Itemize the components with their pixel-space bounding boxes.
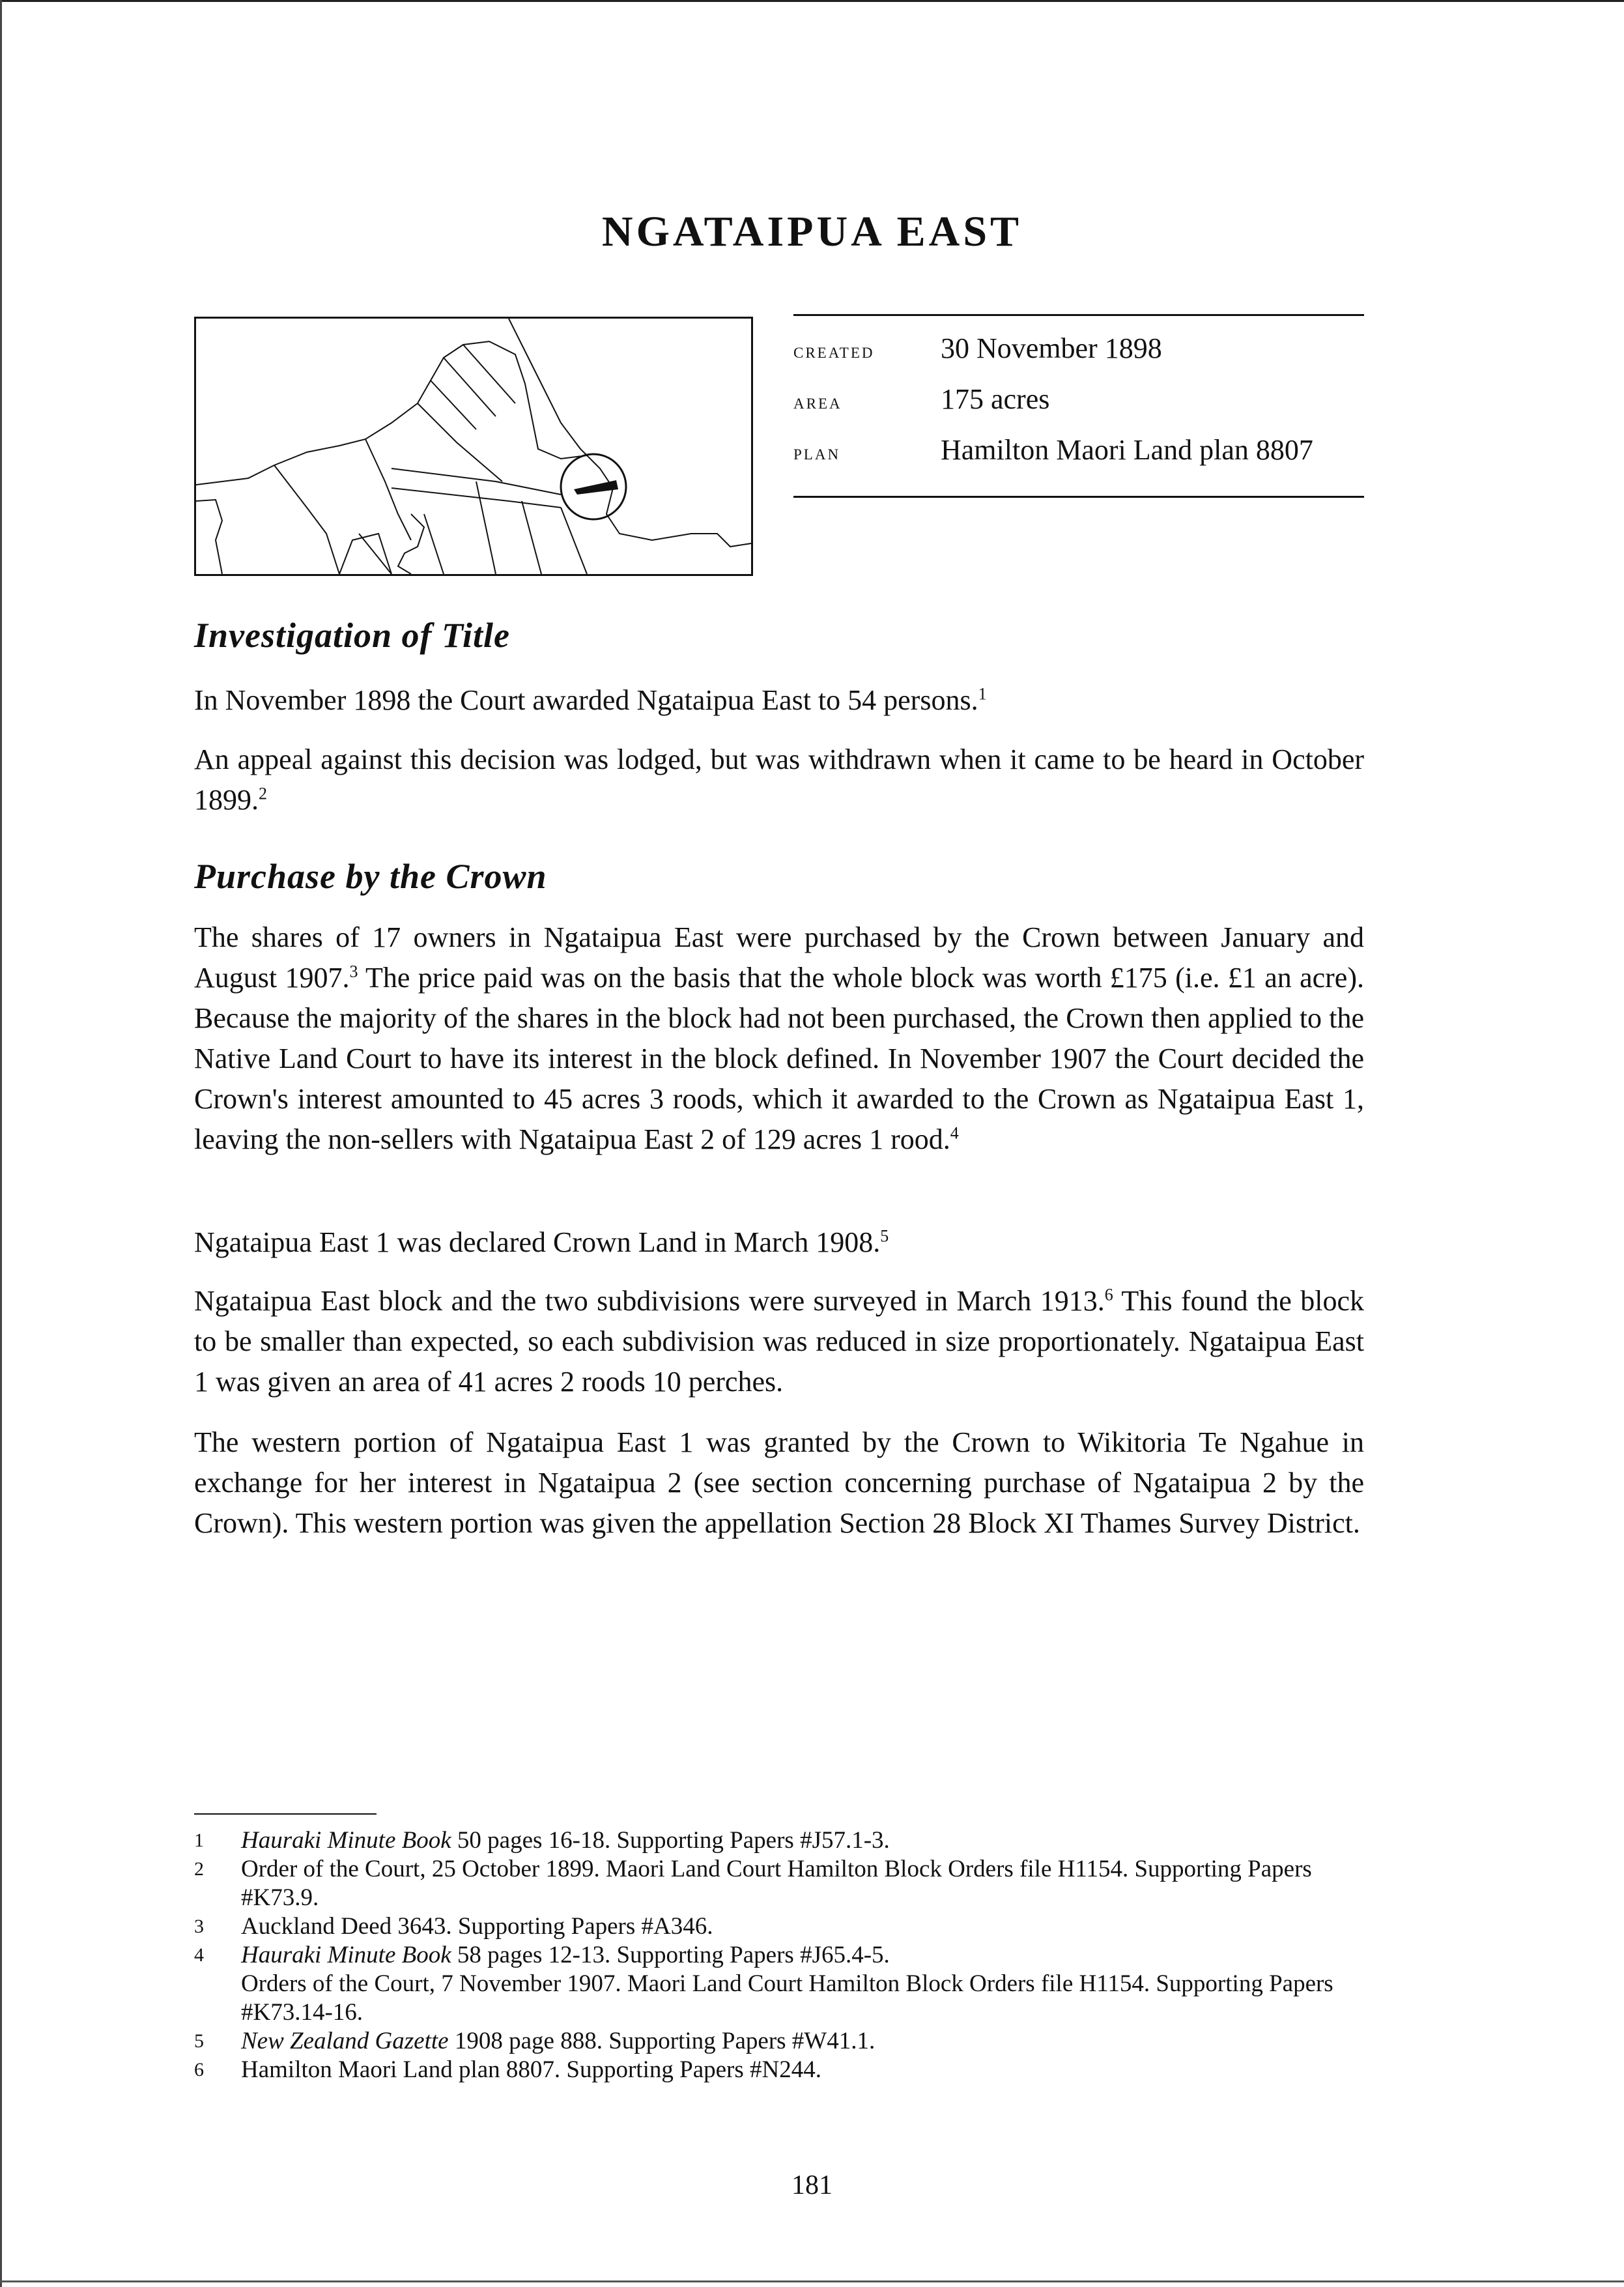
footnote-ref[interactable]: 4 <box>950 1123 959 1143</box>
location-map-drawing <box>196 319 751 574</box>
section-heading-investigation: Investigation of Title <box>194 616 510 655</box>
footnote-divider <box>194 1813 377 1815</box>
area-label: area <box>793 390 842 414</box>
footnote-ref[interactable]: 3 <box>349 962 358 981</box>
footnote: 1 Hauraki Minute Book 50 pages 16-18. Supporting Papers #J57.1-3. <box>194 1827 890 1854</box>
footnote-ref[interactable]: 1 <box>978 684 987 704</box>
plan-row <box>793 433 1364 484</box>
area-row <box>793 382 1364 433</box>
footnote: 4 Hauraki Minute Book 58 pages 12-13. Supporting Papers #J65.4-5. <box>194 1942 890 1968</box>
paragraph: An appeal against this decision was lodged, but was withdrawn when it came to be heard in October 1899.$^2$ <box>194 743 1364 816</box>
footnote-ref[interactable]: 5 <box>880 1226 889 1246</box>
footnotes <box>194 1826 1364 2084</box>
created-label: created <box>793 339 875 363</box>
plan-value: Hamilton Maori Land plan 8807 <box>941 434 1313 466</box>
location-map <box>194 317 753 576</box>
paragraph: In November 1898 the Court awarded Ngataipua East to 54 persons.$^1$ <box>194 684 987 716</box>
paragraph: Ngataipua East 1 was declared Crown Land in March 1908.$^5$ <box>194 1226 889 1258</box>
footnote: 2 Order of the Court, 25 October 1899. Maori Land Court Hamilton Block Orders file H1154. Supporting Papers #K73.9. <box>194 1856 1312 1911</box>
footnote: 5 New Zealand Gazette 1908 page 888. Supporting Papers #W41.1. <box>194 2028 876 2054</box>
footnote-ref[interactable]: 2 <box>259 784 267 803</box>
page-edge-left <box>0 0 2 2287</box>
footnote: 3 Auckland Deed 3643. Supporting Papers #A346. <box>194 1913 713 1940</box>
page-title: NGATAIPUA EAST <box>601 208 1023 255</box>
area-value: 175 acres <box>941 383 1050 415</box>
section-heading-purchase: Purchase by the Crown <box>194 857 547 896</box>
paragraph: The shares of 17 owners in Ngataipua East were purchased by the Crown between January and August 1907.$^3$ The price paid was on the basis that the whole block was worth £175 (i.e. £1 an acre). Because the majority of the shares in the block had not been purchased, the Crown then applied to the Native Land Court to have its interest in the block defined. In November 1907 the Court decided the Crown's interest amounted to 45 acres 3 roods, which it awarded to the Crown as Ngataipua East 1, leaving the non-sellers with Ngataipua East 2 of 129 acres 1 rood.$^4$ <box>194 921 1364 1155</box>
block-details-table <box>793 314 1364 498</box>
page-edge-bottom <box>0 2280 1624 2282</box>
created-value: 30 November 1898 <box>941 332 1162 364</box>
plan-label: plan <box>793 441 841 465</box>
footnote: 6 Hamilton Maori Land plan 8807. Supporting Papers #N244. <box>194 2056 821 2083</box>
paragraph: Ngataipua East block and the two subdivisions were surveyed in March 1913.$^6$ This found the block to be smaller than expected, so each subdivision was reduced in size proportionately. Ngataipua East 1 was given an area of 41 acres 2 roods 10 perches. <box>194 1285 1365 1398</box>
paragraph: The western portion of Ngataipua East 1 was granted by the Crown to Wikitoria Te Ngahue in exchange for her interest in Ngataipua 2 (see section concerning purchase of Ngataipua 2 by the Crown). This western portion was given the appellation Section 28 Block XI Thames Survey District. <box>194 1426 1364 1539</box>
page-edge-top <box>0 0 1624 2</box>
footnote-ref[interactable]: 6 <box>1104 1285 1113 1304</box>
footnote: Orders of the Court, 7 November 1907. Maori Land Court Hamilton Block Orders file H1154. Supporting Papers #K73.14-16. <box>241 1970 1333 2026</box>
created-row <box>793 332 1364 382</box>
page-number: 181 <box>791 2170 833 2200</box>
